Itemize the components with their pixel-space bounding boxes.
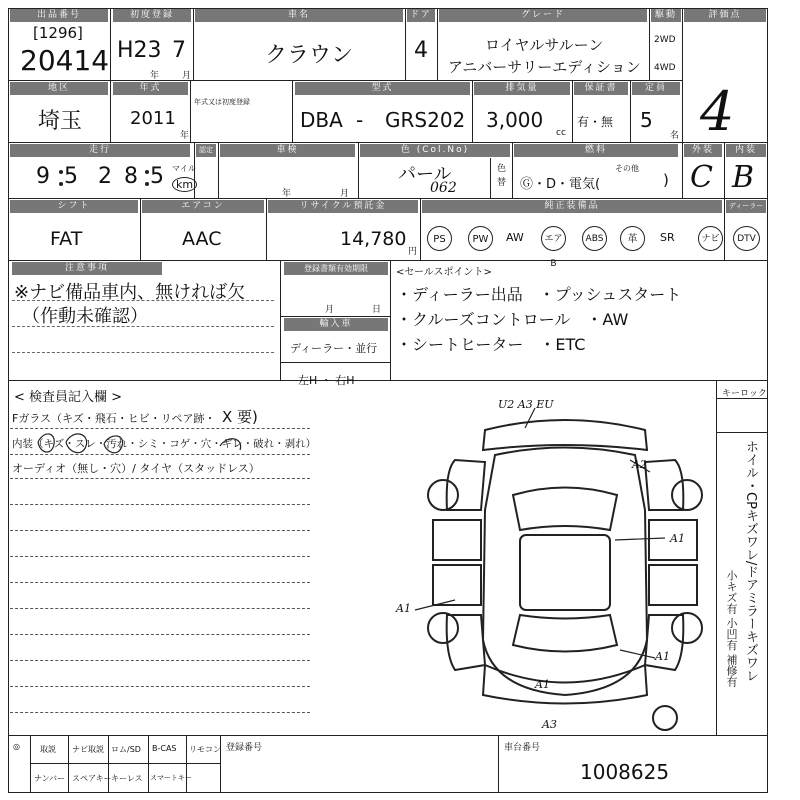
- mileage-digit-2: 5: [64, 164, 78, 189]
- bottom-col-remote: リモコン: [189, 745, 221, 754]
- equip-airbag: エアB: [541, 226, 566, 251]
- area-value: 埼玉: [38, 109, 83, 134]
- bottom-col-manual: 取説: [40, 745, 56, 754]
- mileage-digit-1: 9: [36, 164, 50, 189]
- inspection-year: 年: [282, 189, 292, 199]
- mileage-header: 走行: [10, 144, 190, 157]
- equip-sr: SR: [660, 231, 675, 244]
- area-header: 地区: [10, 82, 108, 95]
- notes-header: 注意事項: [12, 262, 162, 275]
- doors-value: 4: [414, 38, 428, 63]
- equip-pw: PW: [468, 226, 493, 251]
- mark-left-mid: A1: [396, 602, 411, 615]
- mileage-unit-mile: マイル: [172, 164, 196, 173]
- mark-right-low: A1: [655, 650, 670, 663]
- import-header: 輸入車: [284, 318, 388, 331]
- displacement-header: 排気量: [474, 82, 570, 95]
- mileage-digit-5: 5: [150, 164, 164, 189]
- reg-day: 日: [372, 305, 382, 315]
- capacity-unit: 名: [670, 131, 680, 141]
- mileage-digit-4: 8: [124, 164, 138, 189]
- inspector-header: < 検査員記入欄 >: [14, 390, 123, 405]
- grade-line2: アニバーサリーエディション: [448, 58, 641, 76]
- notes-line1: ※ナビ備品車内、無ければ欠: [14, 282, 246, 303]
- capacity-value: 5: [640, 108, 653, 132]
- inspector-line: [10, 686, 310, 687]
- capacity-header: 定員: [632, 82, 680, 95]
- inspector-audio: オーディオ（無し・穴）/ タイヤ（スタッドレス）: [12, 462, 260, 475]
- bottom-col-smart-key: スマートキー: [150, 774, 192, 782]
- equip-ps: PS: [427, 226, 452, 251]
- sales-points-header: <セールスポイント>: [396, 267, 492, 278]
- displacement-unit: cc: [556, 128, 566, 138]
- score-value: 4: [700, 80, 735, 143]
- inspector-line: [10, 556, 310, 557]
- mark-bottom: A1: [535, 678, 550, 691]
- registration-no-label: 登録番号: [226, 743, 263, 753]
- model-prefix: DBA: [300, 108, 343, 132]
- notes-line2: （作動未確認）: [22, 306, 148, 327]
- interior-scribble: [30, 428, 250, 458]
- car-name-header: 車名: [195, 9, 403, 22]
- recycle-unit: 円: [408, 247, 418, 257]
- inspection-month: 月: [340, 189, 350, 199]
- mark-bottom2: A3: [542, 718, 557, 731]
- equip-aw: AW: [506, 231, 524, 244]
- color-change-label: 色替: [497, 164, 507, 188]
- displacement-value: 3,000: [486, 108, 544, 132]
- shift-header: シフト: [10, 200, 138, 213]
- bottom-col-rom-sd: ロム/SD: [111, 745, 141, 754]
- equip-leather: 革: [620, 226, 645, 251]
- car-name: クラウン: [265, 43, 354, 68]
- drive-2wd: 2WD: [654, 35, 676, 45]
- bottom-col-number: ナンバー: [34, 774, 66, 783]
- fuel-header: 燃料: [514, 144, 678, 157]
- bottom-col-keyless: キーレス: [111, 774, 143, 783]
- first-reg-month: 7: [172, 38, 186, 63]
- first-reg-header: 初度登録: [113, 9, 191, 22]
- drive-header: 駆動: [651, 9, 681, 22]
- score-header: 評価点: [684, 9, 766, 22]
- inspector-line: [10, 634, 310, 635]
- reg-month: 月: [325, 305, 335, 315]
- chassis-no-label: 車台番号: [504, 743, 541, 753]
- bottom-side-label: ◎: [12, 742, 21, 751]
- lot-no-header: 出品番号: [10, 9, 108, 22]
- drive-4wd: 4WD: [654, 63, 676, 73]
- first-reg-month-suffix: 月: [182, 71, 192, 81]
- interior-header: 内装: [726, 144, 766, 157]
- color-header: 色 (Col.No): [360, 144, 510, 157]
- inspector-glass: Fガラス（キズ・飛石・ヒビ・リペア跡・: [12, 412, 216, 425]
- lot-prefix: [1296]: [33, 24, 83, 42]
- warranty-header: 保証書: [574, 82, 628, 95]
- fuel-close: ): [663, 171, 669, 189]
- aircon-value: AAC: [182, 228, 222, 250]
- equip-abs: ABS: [582, 226, 607, 251]
- model-year-note: 年式又は初度登録: [194, 98, 250, 106]
- mileage-unit-km: km: [172, 177, 197, 192]
- model-year-header: 年式: [113, 82, 188, 95]
- interior-grade: B: [732, 160, 755, 195]
- inspector-line: [10, 504, 310, 505]
- inspector-interior: 内装（キズ・スレ・汚れ・シミ・コゲ・穴・ギレ・破れ・剥れ）: [12, 438, 317, 450]
- chassis-no-value: 1008625: [580, 760, 670, 784]
- inspector-line: [10, 608, 310, 609]
- recycle-header: リサイクル預託金: [268, 200, 418, 213]
- equipment-header: 純正装備品: [422, 200, 722, 213]
- aircon-header: エアコン: [142, 200, 264, 213]
- bottom-col-spare-key: スペアキー: [72, 774, 112, 783]
- first-reg-year-suffix: 年: [150, 71, 160, 81]
- fuel-other-label: その他: [615, 164, 639, 173]
- model-year-suffix: 年: [180, 131, 190, 141]
- side-notes-col2: 小キズ有 小凹有 補修有: [725, 570, 738, 687]
- doors-header: ドア: [407, 9, 435, 22]
- import-handle: 左H ・ 右H: [298, 374, 355, 387]
- equip-navi: ナビ: [698, 226, 723, 251]
- warranty-options: 有・無: [577, 115, 614, 129]
- reg-deadline-header: 登録書類有効期限: [284, 262, 388, 275]
- sales-line1: ・ディーラー出品 ・プッシュスタート: [396, 285, 682, 304]
- mark-right-mid: A1: [670, 532, 685, 545]
- inspector-line: [10, 712, 310, 713]
- car-damage-diagram: [425, 400, 705, 730]
- import-type: ディーラー・並行: [290, 342, 378, 355]
- color-code: 062: [430, 180, 457, 196]
- side-notes-col1: ホイル・CPキズワレ/ドアミラーキズワレ: [743, 440, 758, 683]
- shift-value: FAT: [50, 228, 83, 250]
- inspector-glass-mark: X 要): [222, 408, 258, 426]
- recycle-value: 14,780: [340, 228, 407, 250]
- model-code: GRS202: [385, 108, 466, 132]
- inspector-line: [10, 582, 310, 583]
- first-reg-era: H23: [117, 38, 162, 63]
- inspector-line: [10, 660, 310, 661]
- grade-header: グレード: [439, 9, 647, 22]
- lot-number: 20414: [20, 44, 110, 77]
- exterior-grade: C: [690, 160, 713, 195]
- inspector-line: [10, 530, 310, 531]
- model-year-value: 2011: [130, 108, 176, 129]
- bottom-col-bcas: B-CAS: [152, 744, 177, 753]
- sales-line3: ・シートヒーター ・ETC: [396, 335, 586, 354]
- mark-top: U2 A3 EU: [498, 398, 554, 411]
- mark-right-top: A2: [632, 458, 647, 471]
- inspector-line: [10, 478, 310, 479]
- color-value: パール: [398, 164, 452, 185]
- exterior-header: 外装: [684, 144, 722, 157]
- grade-line1: ロイヤルサルーン: [485, 36, 604, 54]
- fuel-options: Ⓖ・D・電気(: [520, 177, 601, 192]
- dealer-mark-header: ディーラー: [726, 200, 766, 213]
- model-dash: -: [356, 108, 364, 132]
- model-header: 型式: [295, 82, 470, 95]
- inspection-header: 車検: [220, 144, 355, 157]
- equip-dtv: DTV: [733, 226, 760, 251]
- sales-line2: ・クルーズコントロール ・AW: [396, 310, 629, 329]
- bottom-col-navi-manual: ナビ取説: [72, 745, 104, 754]
- key-lock-label: キーロック: [722, 389, 767, 399]
- certified-header: 認定: [196, 144, 216, 157]
- mileage-digit-3: 2: [98, 164, 112, 189]
